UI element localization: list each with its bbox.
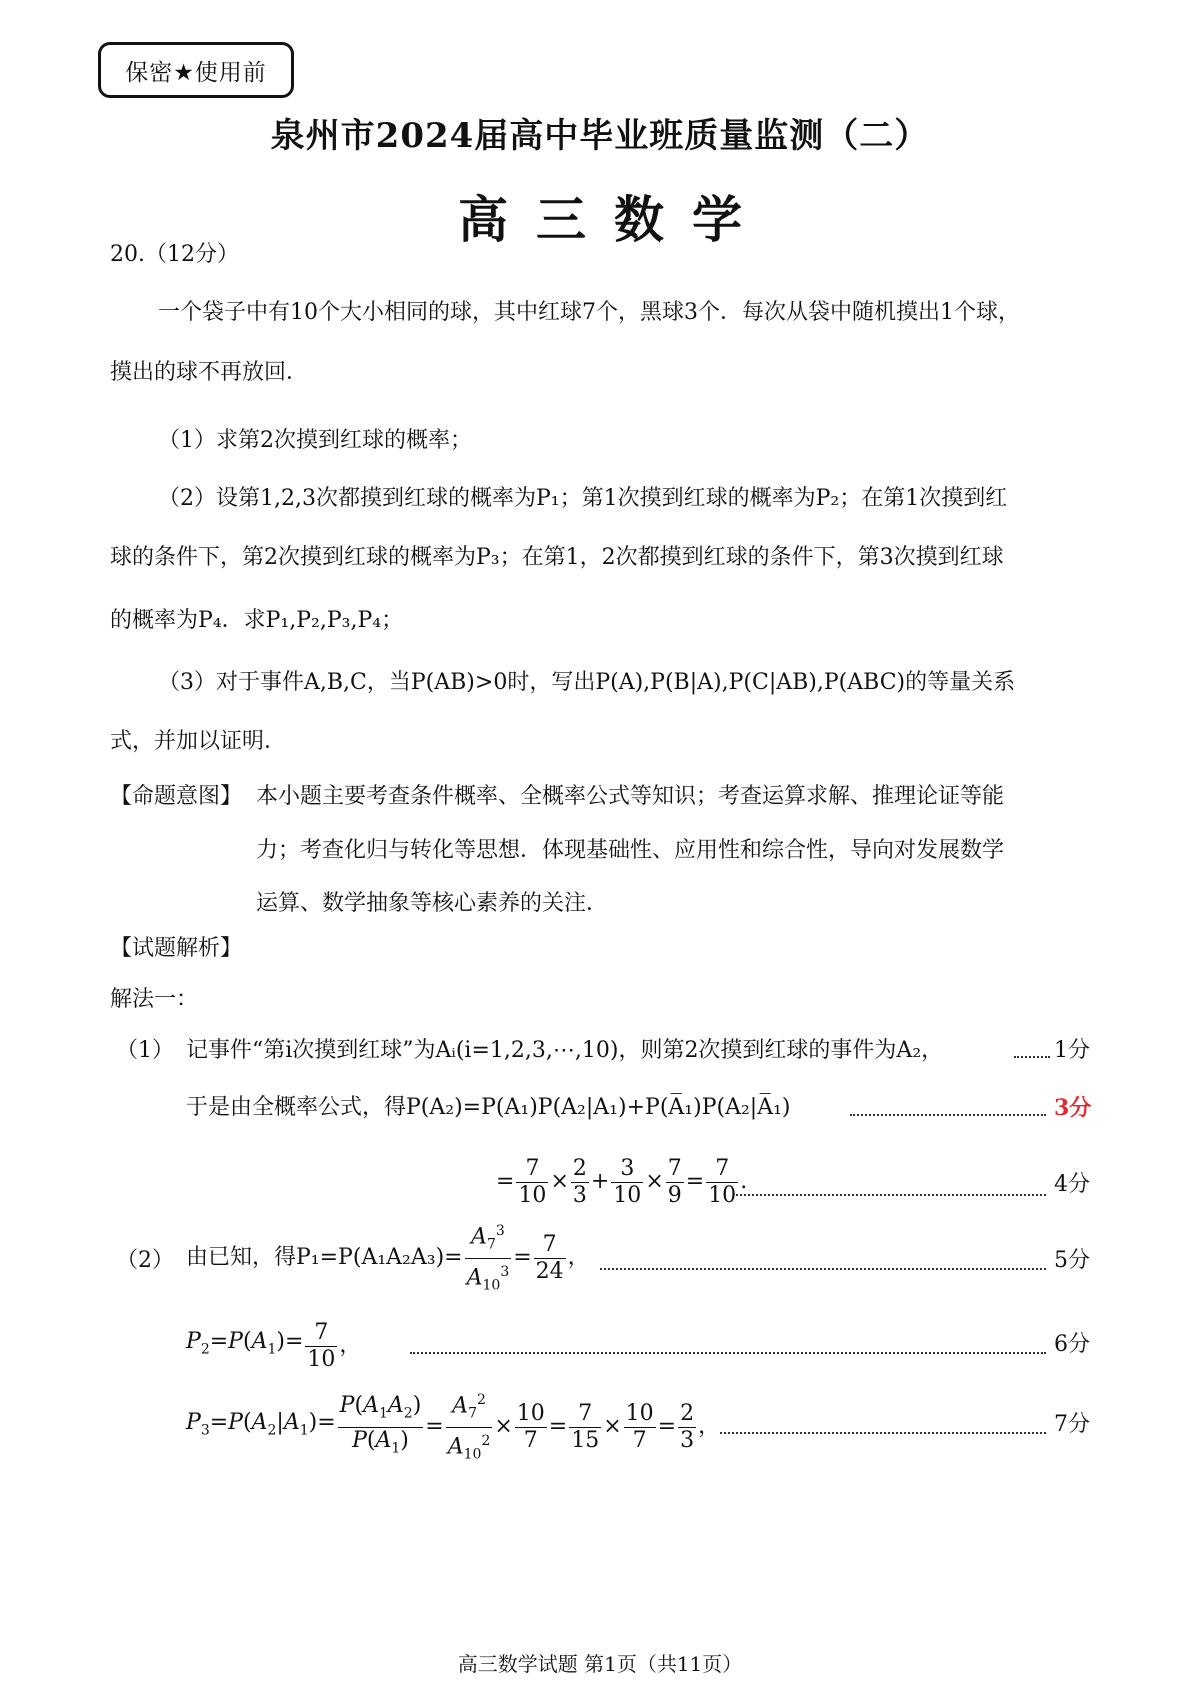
question-stem-line2: 摸出的球不再放回． bbox=[110, 360, 309, 385]
fraction: $\frac{P(A_1A_2)}{P(A_1)}$ bbox=[339, 1393, 422, 1456]
fraction: $\frac{10}{7}$ bbox=[516, 1400, 545, 1453]
analysis-label: 【试题解析】 bbox=[110, 936, 243, 961]
solution-step6-equation: $P_3=P(A_2|A_1)=$ $\frac{P(A_1A_2)}{P(A_1)}$ = $\frac{A_7^2}{A_{10}^2}$ × $\frac{10}{7}$ = $\frac{7}{15}$ × $\frac{10}{7}$ = $\frac{2}{3}$ ， bbox=[186, 1392, 720, 1462]
score-6: 6分 bbox=[1054, 1332, 1090, 1357]
fraction: $\frac{7}{9}$ bbox=[667, 1155, 682, 1208]
question-number: 20.（12分） bbox=[110, 242, 239, 267]
question-part1: （1）求第2次摸到红球的概率； bbox=[158, 428, 472, 453]
fraction: $\frac{7}{15}$ bbox=[571, 1400, 600, 1453]
question-part2-line1: （2）设第1,2,3次都摸到红球的概率为P₁；第1次摸到红球的概率为P₂；在第1次摸到红 bbox=[158, 486, 1008, 511]
solution-step3-equation: = $\frac{7}{10}$ × $\frac{2}{3}$ + $\frac{3}{10}$ × $\frac{7}{9}$ = $\frac{7}{10}$ . bbox=[496, 1155, 748, 1208]
solution-part2-number: （2） bbox=[116, 1248, 174, 1273]
fraction: $\frac{3}{10}$ bbox=[613, 1155, 642, 1208]
intent-label: 【命题意图】 bbox=[110, 784, 243, 809]
fraction: $\frac{10}{7}$ bbox=[625, 1400, 654, 1453]
score-leader bbox=[736, 1194, 1046, 1196]
score-1: 1分 bbox=[1054, 1038, 1090, 1063]
method-label: 解法一： bbox=[110, 987, 199, 1012]
exam-title: 泉州市2024届高中毕业班质量监测（二） bbox=[270, 116, 930, 156]
solution-step5-equation: $P_2=P(A_1)=$ $\frac{7}{10}$ ， bbox=[186, 1319, 362, 1372]
fraction: $\frac{2}{3}$ bbox=[572, 1155, 587, 1208]
question-part2-line2: 球的条件下，第2次摸到红球的概率为P₃；在第1，2次都摸到红球的条件下，第3次摸到红球 bbox=[110, 545, 1004, 570]
solution-step1-text: 记事件“第i次摸到红球”为Aᵢ(i=1,2,3,⋯,10)，则第2次摸到红球的事件为A₂， bbox=[186, 1038, 944, 1063]
score-leader bbox=[410, 1352, 1046, 1354]
subject-title: 高三数学 bbox=[458, 191, 770, 249]
score-leader bbox=[1014, 1056, 1050, 1058]
question-part3-line2: 式，并加以证明． bbox=[110, 729, 287, 754]
question-part3-line1: （3）对于事件A,B,C，当P(AB)>0时，写出P(A),P(B|A),P(C|AB),P(ABC)的等量关系 bbox=[158, 670, 1016, 695]
score-leader bbox=[720, 1432, 1046, 1434]
fraction: $\frac{7}{24}$ bbox=[535, 1231, 564, 1284]
intent-line1: 本小题主要考查条件概率、全概率公式等知识；考查运算求解、推理论证等能 bbox=[256, 784, 1005, 809]
fraction: $\frac{7}{10}$ bbox=[518, 1155, 547, 1208]
score-5: 5分 bbox=[1054, 1248, 1090, 1273]
confidential-stamp: 保密★使用前 bbox=[98, 42, 294, 98]
fraction: $\frac{7}{10}$ bbox=[307, 1319, 336, 1372]
fraction: $\frac{2}{3}$ bbox=[680, 1400, 695, 1453]
score-3: 3分 bbox=[1054, 1095, 1092, 1121]
question-part2-line3: 的概率为P₄．求P₁,P₂,P₃,P₄； bbox=[110, 608, 404, 633]
score-leader bbox=[600, 1268, 1046, 1270]
fraction: $\frac{A_7^3}{A_{10}^3}$ bbox=[465, 1218, 512, 1298]
intent-line3: 运算、数学抽象等核心素养的关注． bbox=[256, 891, 609, 916]
question-stem-line1: 一个袋子中有10个大小相同的球，其中红球7个，黑球3个．每次从袋中随机摸出1个球， bbox=[158, 300, 1020, 325]
score-leader bbox=[850, 1114, 1046, 1116]
intent-line2: 力；考查化归与转化等思想．体现基础性、应用性和综合性，导向对发展数学 bbox=[256, 838, 1005, 863]
score-7: 7分 bbox=[1054, 1412, 1090, 1437]
solution-part1-number: （1） bbox=[116, 1038, 174, 1063]
fraction: $\frac{7}{10}$ bbox=[708, 1155, 737, 1208]
solution-step2-text: 于是由全概率公式，得P(A₂)=P(A₁)P(A₂|A₁)+P(A̅₁)P(A₂|A̅₁) bbox=[186, 1095, 791, 1120]
solution-step4-equation: 由已知，得P₁=P(A₁A₂A₃)= $\frac{A_7^3}{A_{10}^3}$ = $\frac{7}{24}$ ， bbox=[186, 1226, 590, 1290]
page-footer: 高三数学试题 第1页（共11页） bbox=[457, 1652, 743, 1676]
solution-step4-text: 由已知，得P₁=P(A₁A₂A₃)= bbox=[186, 1245, 463, 1270]
score-4: 4分 bbox=[1054, 1172, 1090, 1197]
fraction: $\frac{A_7^2}{A_{10}^2}$ bbox=[446, 1387, 493, 1467]
